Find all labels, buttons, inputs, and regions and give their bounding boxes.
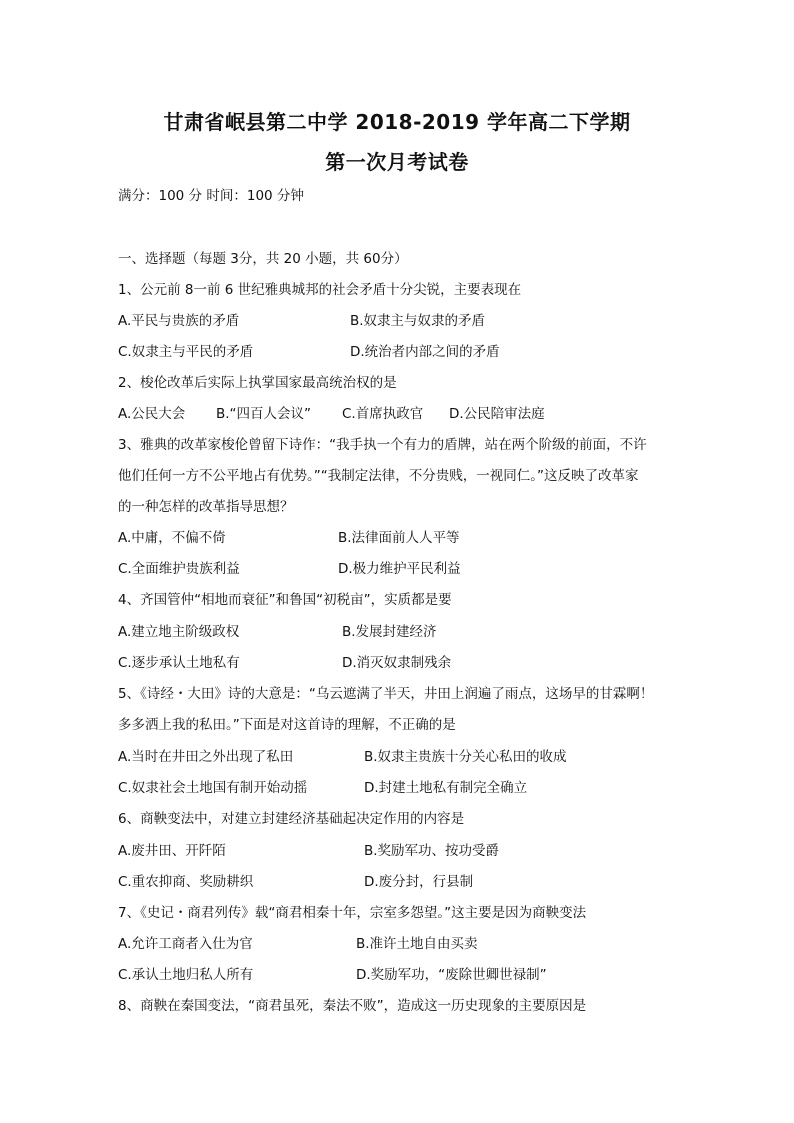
- question-4-option-a: A.建立地主阶级政权: [118, 624, 240, 640]
- question-1-option-b: B.奴隶主与奴隶的矛盾: [350, 313, 486, 329]
- question-1-text: 1、公元前 8一前 6 世纪雅典城邦的社会矛盾十分尖锐，主要表现在: [118, 282, 522, 298]
- question-3-option-a: A.中庸，不偏不倚: [118, 530, 226, 546]
- question-2-option-d: D.公民陪审法庭: [449, 406, 545, 422]
- question-4-text: 4、齐国管仲“相地而衰征”和鲁国“初税亩”，实质都是要: [118, 592, 452, 608]
- question-2-option-a: A.公民大会: [118, 406, 186, 422]
- question-6-text: 6、商鞅变法中，对建立封建经济基础起决定作用的内容是: [118, 811, 465, 827]
- question-7-text: 7、《史记・商君列传》载“商君相秦十年，宗室多怨望。”这主要是因为商鞅变法: [118, 905, 587, 921]
- question-5-option-a: A.当时在井田之外出现了私田: [118, 749, 294, 765]
- question-7-option-b: B.准许土地自由买卖: [356, 936, 478, 952]
- question-4-option-c: C.逐步承认土地私有: [118, 655, 240, 671]
- question-3-option-b: B.法律面前人人平等: [338, 530, 460, 546]
- question-3-text-line1: 3、雅典的改革家梭伦曾留下诗作：“我手执一个有力的盾牌，站在两个阶级的前面，不许: [118, 437, 647, 453]
- question-5-option-c: C.奴隶社会土地国有制开始动摇: [118, 780, 308, 796]
- question-7-option-d: D.奖励军功，“废除世卿世禄制”: [356, 967, 547, 983]
- question-1-option-c: C.奴隶主与平民的矛盾: [118, 344, 254, 360]
- question-4-option-d: D.消灭奴隶制残余: [342, 655, 452, 671]
- question-1-option-d: D.统治者内部之间的矛盾: [350, 344, 500, 360]
- question-8-text: 8、商鞅在秦国变法，“商君虽死，秦法不败”，造成这一历史现象的主要原因是: [118, 998, 587, 1014]
- question-7-option-a: A.允许工商者入仕为官: [118, 936, 253, 952]
- question-2-text: 2、梭伦改革后实际上执掌国家最高统治权的是: [118, 375, 397, 391]
- question-4-option-b: B.发展封建经济: [342, 624, 437, 640]
- question-5-text-line1: 5、《诗经・大田》诗的大意是：“乌云遮满了半天，井田上润遍了雨点，这场早的甘霖啊！: [118, 686, 654, 702]
- question-6-option-d: D.废分封，行县制: [364, 874, 474, 890]
- exam-subtitle: 第一次月考试卷: [325, 150, 469, 174]
- question-6-option-b: B.奖励军功、按功受爵: [364, 843, 500, 859]
- question-7-option-c: C.承认土地归私人所有: [118, 967, 254, 983]
- exam-title: 甘肃省岷县第二中学 2018-2019 学年高二下学期: [163, 110, 631, 134]
- question-5-option-b: B.奴隶主贵族十分关心私田的收成: [364, 749, 567, 765]
- question-3-text-line2: 他们任何一方不公平地占有优势。”“我制定法律，不分贵贱，一视同仁。”这反映了改革家: [118, 468, 639, 484]
- question-6-option-c: C.重农抑商、奖励耕织: [118, 874, 254, 890]
- question-2-option-c: C.首席执政官: [342, 406, 424, 422]
- question-5-option-d: D.封建土地私有制完全确立: [364, 780, 528, 796]
- score-time-info: 满分：100 分 时间：100 分钟: [118, 188, 304, 204]
- question-3-option-d: D.极力维护平民利益: [338, 561, 461, 577]
- question-3-option-c: C.全面维护贵族利益: [118, 561, 240, 577]
- question-5-text-line2: 多多洒上我的私田。”下面是对这首诗的理解，不正确的是: [118, 717, 456, 733]
- section-heading: 一、选择题（每题 3分，共 20 小题，共 60分）: [118, 251, 408, 267]
- question-6-option-a: A.废井田、开阡陌: [118, 843, 226, 859]
- question-2-option-b: B.“四百人会议”: [216, 406, 312, 422]
- question-1-option-a: A.平民与贵族的矛盾: [118, 313, 240, 329]
- question-3-text-line3: 的一种怎样的改革指导思想？: [118, 499, 294, 515]
